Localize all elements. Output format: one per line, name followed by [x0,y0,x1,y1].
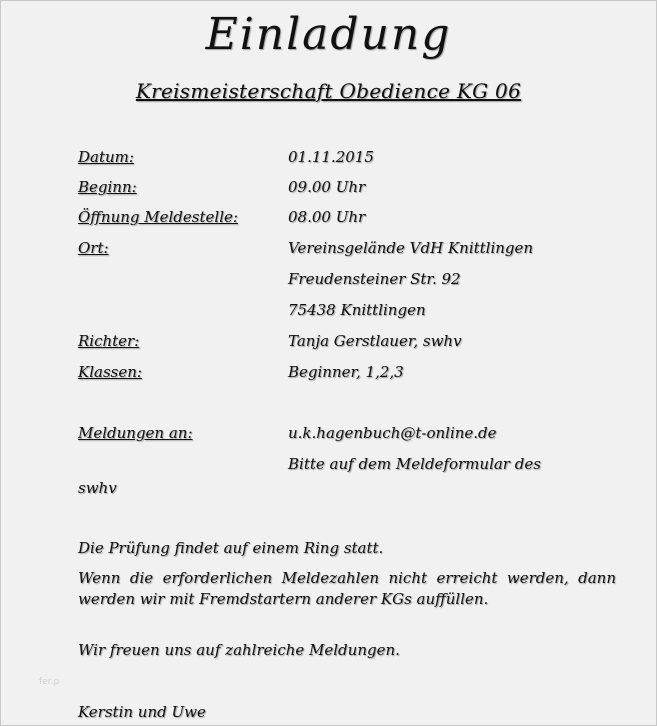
meldestelle-value: 08.00 Uhr [288,208,366,226]
meldungen-label: Meldungen an: [78,424,193,442]
document-title: Einladung [205,9,452,60]
watermark-text: fer.p [39,677,60,687]
beginn-value: 09.00 Uhr [288,178,366,196]
datum-label: Datum: [78,148,134,166]
meldestelle-label: Öffnung Meldestelle: [78,208,238,226]
document-subtitle: Kreismeisterschaft Obedience KG 06 [135,79,522,103]
klassen-label: Klassen: [78,363,142,381]
signature: Kerstin und Uwe [78,703,206,721]
paragraph-freuen: Wir freuen uns auf zahlreiche Meldungen. [78,641,400,659]
richter-value: Tanja Gerstlauer, swhv [288,332,462,350]
meldungen-email: u.k.hagenbuch@t-online.de [288,424,497,442]
klassen-value: Beginner, 1,2,3 [288,363,404,381]
datum-value: 01.11.2015 [288,148,374,166]
meldungen-note-line-1: Bitte auf dem Meldeformular des [288,455,541,473]
ort-line-2: Freudensteiner Str. 92 [288,270,461,288]
richter-label: Richter: [78,332,140,350]
ort-line-3: 75438 Knittlingen [288,301,426,319]
meldungen-note-line-2: swhv [78,479,117,497]
ort-label: Ort: [78,239,109,257]
paragraph-ring: Die Prüfung findet auf einem Ring statt. [78,539,384,557]
beginn-label: Beginn: [78,178,137,196]
ort-line-1: Vereinsgelände VdH Knittlingen [288,239,534,257]
paragraph-meldezahlen: Wenn die erforderlichen Meldezahlen nicht erreicht werden, dann werden wir mit Fremdstartern anderer KGs auffüllen. [78,569,616,608]
